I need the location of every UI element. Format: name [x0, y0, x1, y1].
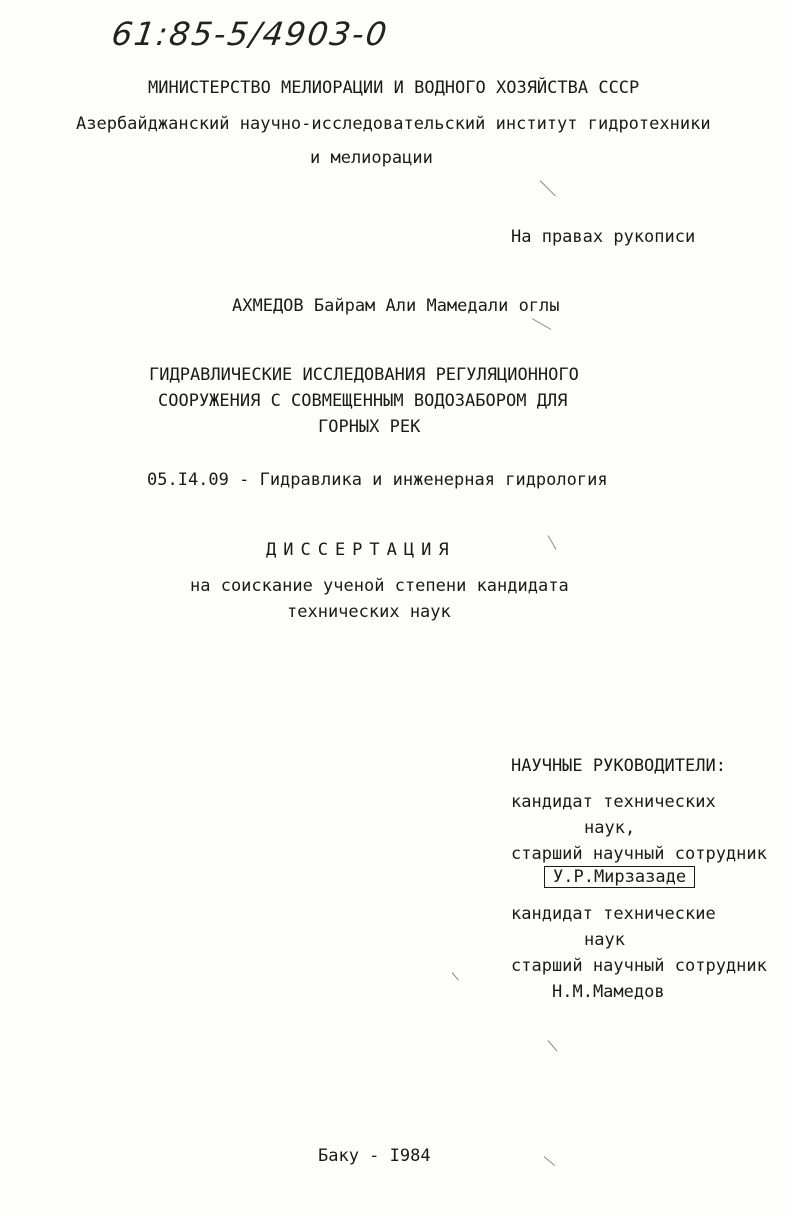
scan-mark — [548, 535, 557, 549]
scan-mark — [548, 1040, 558, 1051]
institute-name-line2: и мелиорации — [310, 148, 433, 168]
dissertation-label: ДИССЕРТАЦИЯ — [266, 540, 456, 560]
thesis-title-line1: ГИДРАВЛИЧЕСКИЕ ИССЛЕДОВАНИЯ РЕГУЛЯЦИОННОГО — [149, 365, 579, 385]
supervisors-heading: НАУЧНЫЕ РУКОВОДИТЕЛИ: — [511, 756, 726, 776]
thesis-title-line2: СООРУЖЕНИЯ С СОВМЕЩЕННЫМ ВОДОЗАБОРОМ ДЛЯ — [158, 391, 568, 411]
supervisor1-position: старший научный сотрудник — [511, 844, 767, 864]
supervisor2-degree-line2: наук — [584, 930, 625, 950]
supervisor2-degree-line1: кандидат технические — [511, 904, 716, 924]
supervisor1-name: У.Р.Мирзазаде — [544, 866, 695, 888]
author-name: АХМЕДОВ Байрам Али Мамедали оглы — [232, 296, 560, 316]
specialty-code: 05.I4.09 - Гидравлика и инженерная гидрология — [147, 470, 608, 490]
supervisor1-name-box — [544, 866, 695, 888]
institute-name-line1: Азербайджанский научно-исследовательский институт гидротехники — [76, 114, 711, 134]
supervisor1-degree-line2: наук, — [584, 818, 636, 838]
scan-mark — [452, 972, 459, 980]
scan-mark — [540, 180, 556, 196]
supervisor2-position: старший научный сотрудник — [511, 956, 767, 976]
scan-mark — [544, 1156, 555, 1166]
ministry-heading: МИНИСТЕРСТВО МЕЛИОРАЦИИ И ВОДНОГО ХОЗЯЙСТВА СССР — [148, 78, 640, 98]
thesis-title-line3: ГОРНЫХ РЕК — [318, 417, 421, 437]
scan-mark — [532, 318, 552, 330]
archive-number: 61:85-5/4903-0 — [109, 15, 391, 53]
rights-note: На правах рукописи — [511, 227, 696, 247]
place-and-year: Баку - I984 — [318, 1146, 431, 1166]
degree-purpose-line1: на соискание ученой степени кандидата — [190, 576, 569, 596]
supervisor1-degree-line1: кандидат технических — [511, 792, 716, 812]
degree-purpose-line2: технических наук — [287, 602, 451, 622]
supervisor2-name: Н.М.Мамедов — [552, 982, 665, 1002]
